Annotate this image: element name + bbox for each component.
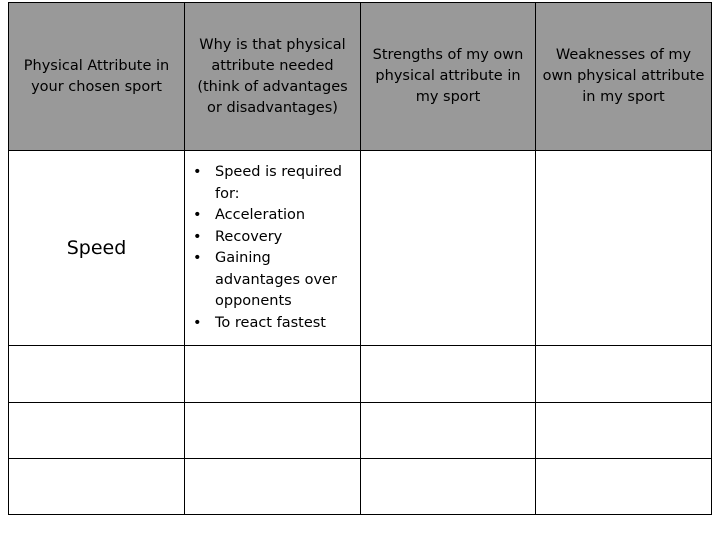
list-item: • Recovery [193,227,356,249]
reasons-list [185,162,360,334]
physical-attributes-table [8,2,712,515]
weaknesses-cell[interactable] [536,151,712,346]
strengths-cell[interactable] [361,346,536,403]
strengths-cell[interactable] [361,459,536,515]
list-item: • Speed is required for: [193,162,356,205]
attribute-cell[interactable] [9,459,185,515]
header-why-needed: Why is that physical attribute needed (think of advantages or disadvantages) [185,3,361,151]
attribute-cell[interactable] [9,346,185,403]
list-item: • Acceleration [193,205,356,227]
table-row [9,346,712,403]
weaknesses-cell[interactable] [536,346,712,403]
strengths-cell[interactable] [361,403,536,459]
table-row [9,151,712,346]
table-row [9,403,712,459]
attribute-cell[interactable] [9,403,185,459]
reasons-cell[interactable] [185,459,361,515]
header-physical-attribute: Physical Attribute in your chosen sport [9,3,185,151]
reasons-cell[interactable] [185,151,361,346]
weaknesses-cell[interactable] [536,403,712,459]
header-row [9,3,712,151]
list-item: • Gaining advantages over opponents [193,248,356,313]
weaknesses-cell[interactable] [536,459,712,515]
reasons-cell[interactable] [185,346,361,403]
header-strengths: Strengths of my own physical attribute in my sport [361,3,536,151]
reasons-cell[interactable] [185,403,361,459]
table-row [9,459,712,515]
strengths-cell[interactable] [361,151,536,346]
header-weaknesses: Weaknesses of my own physical attribute in my sport [536,3,712,151]
attribute-cell[interactable]: Speed [9,151,185,346]
list-item: • To react fastest [193,313,356,335]
